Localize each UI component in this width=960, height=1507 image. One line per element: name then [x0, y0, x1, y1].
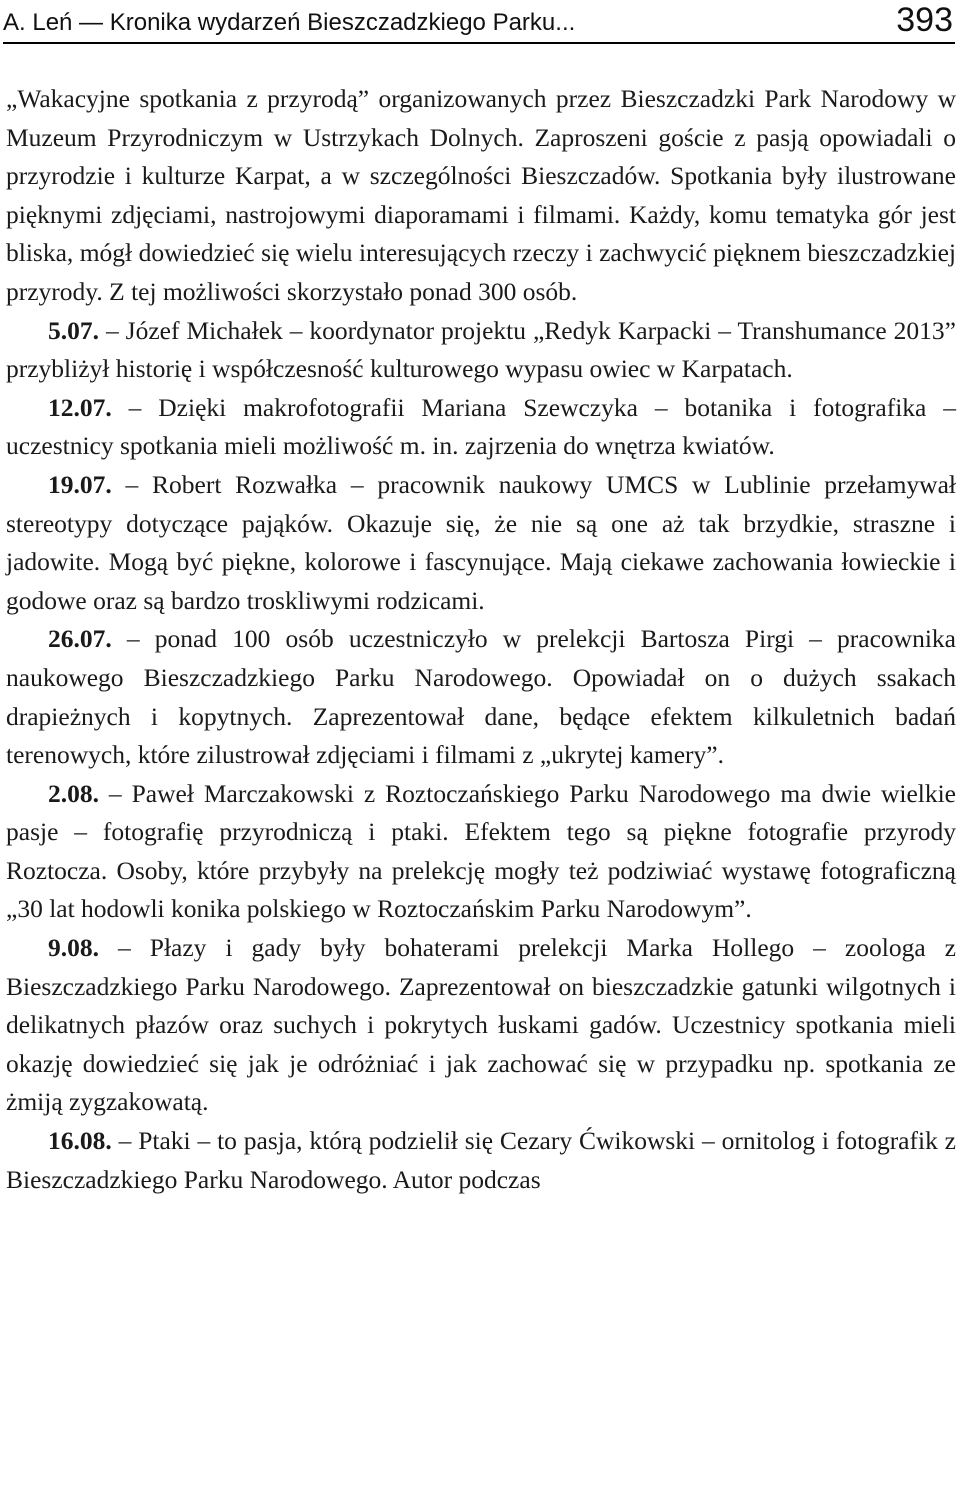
entry-text: – Ptaki – to pasja, którą podzielił się Cezary Ćwikowski – ornitolog i fotografik z Bieszczadzkiego Parku Narodowego. Autor podczas	[6, 1126, 956, 1194]
entry-date: 19.07.	[48, 469, 112, 499]
entry-paragraph	[6, 1122, 956, 1199]
entry-paragraph	[6, 312, 956, 389]
entry-paragraph	[6, 389, 956, 466]
intro-text: „Wakacyjne spotkania z przyrodą” organizowanych przez Bieszczadzki Park Narodowy w Muzeum Przyrodniczym w Ustrzykach Dolnych. Zaproszeni goście z pasją opowiadali o przyrodzie i kulturze Karpat, a w szczególności Bieszczadów. Spotkania były ilustrowane pięknymi zdjęciami, nastrojowymi diaporamami i filmami. Każdy, komu tematyka gór jest bliska, mógł dowiedzieć się wielu interesujących rzeczy i zachwycić pięknem bieszczadzkiej przyrody. Z tej możliwości skorzystało ponad 300 osób.	[6, 84, 956, 306]
entry-paragraph	[6, 620, 956, 774]
page-number: 393	[896, 1, 953, 39]
entry-text: – ponad 100 osób uczestniczyło w prelekcji Bartosza Pirgi – pracownika naukowego Bieszczadzkiego Parku Narodowego. Opowiadał on o dużych ssakach drapieżnych i kopytnych. Zaprezentował dane, będące efektem kilkuletnich badań terenowych, które zilustrował zdjęciami i filmami z „ukrytej kamery”.	[6, 624, 956, 770]
entry-date: 12.07.	[48, 392, 112, 422]
entry-date: 16.08.	[48, 1126, 112, 1156]
entry-text: – Józef Michałek – koordynator projektu „Redyk Karpacki – Transhumance 2013” przybliżył historię i współczesność kulturowego wypasu owiec w Karpatach.	[6, 315, 956, 384]
entry-text: – Płazy i gady były bohaterami prelekcji Marka Hollego – zoologa z Bieszczadzkiego Parku Narodowego. Zaprezentował on bieszczadzkie gatunki wilgotnych i delikatnych płazów oraz suchych i pokrytych łuskami gadów. Uczestnicy spotkania mieli okazję dowiedzieć się jak je odróżniać i jak zachować się w przypadku np. spotkania ze żmiją zygzakowatą.	[6, 933, 956, 1117]
entry-text: – Dzięki makrofotografii Mariana Szewczyka – botanika i fotografika – uczestnicy spotkania mieli możliwość m. in. zajrzenia do wnętrza kwiatów.	[6, 392, 956, 461]
entry-date: 5.07.	[48, 315, 99, 345]
running-title: A. Leń — Kronika wydarzeń Bieszczadzkiego Parku...	[3, 9, 576, 36]
intro-paragraph	[6, 80, 956, 312]
article-body	[6, 80, 956, 1199]
entry-date: 2.08.	[48, 778, 99, 808]
entry-paragraph	[6, 466, 956, 620]
entry-date: 26.07.	[48, 624, 112, 654]
entry-text: – Paweł Marczakowski z Roztoczańskiego Parku Narodowego ma dwie wielkie pasje – fotografię przyrodniczą i ptaki. Efektem tego są piękne fotografie przyrody Roztocza. Osoby, które przybyły na prelekcję mogły też podziwiać wystawę fotograficzną „30 lat hodowli konika polskiego w Roztoczańskim Parku Narodowym”.	[6, 778, 956, 924]
entry-paragraph	[6, 775, 956, 929]
page-header	[3, 0, 955, 44]
entry-paragraph	[6, 929, 956, 1122]
entry-text: – Robert Rozwałka – pracownik naukowy UMCS w Lublinie przełamywał stereotypy dotyczące pająków. Okazuje się, że nie są one aż tak brzydkie, straszne i jadowite. Mogą być piękne, kolorowe i fascynujące. Mają ciekawe zachowania łowieckie i godowe oraz są bardzo troskliwymi rodzicami.	[6, 469, 956, 615]
entry-date: 9.08.	[48, 933, 99, 963]
